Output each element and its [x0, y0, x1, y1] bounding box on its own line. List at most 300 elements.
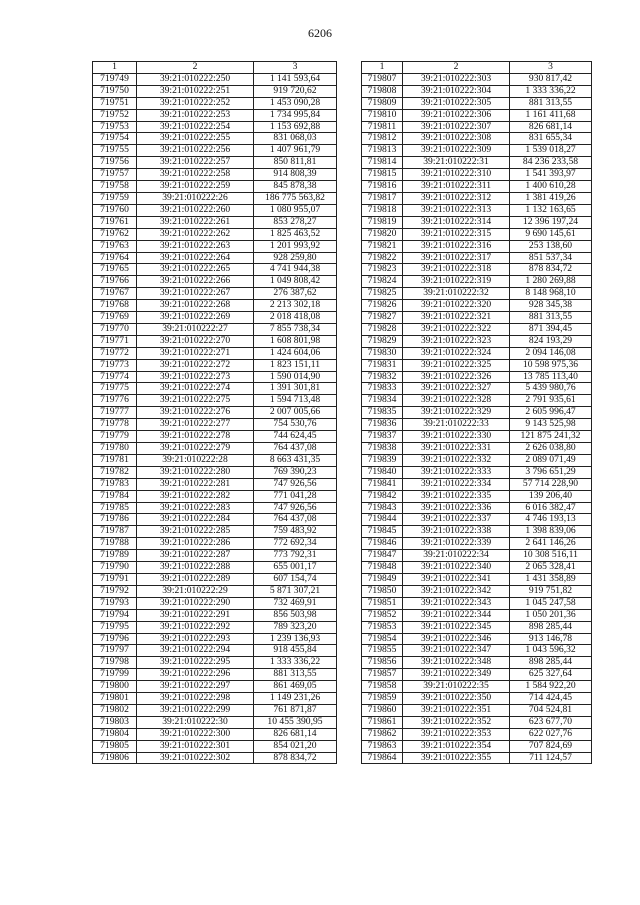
- cadastral-number-cell: 39:21:010222:345: [403, 621, 510, 633]
- cadastral-number-cell: 39:21:010222:27: [137, 323, 254, 335]
- table-row: [362, 264, 592, 276]
- table-row: [93, 454, 337, 466]
- table-row: [362, 383, 592, 395]
- table-row: [93, 585, 337, 597]
- value-cell: 824 193,29: [510, 335, 592, 347]
- row-number-cell: 719770: [93, 323, 137, 335]
- row-number-cell: 719843: [362, 502, 403, 514]
- row-number-cell: 719856: [362, 657, 403, 669]
- value-cell: 1 280 269,88: [510, 276, 592, 288]
- value-cell: 831 655,34: [510, 133, 592, 145]
- table-row: [93, 419, 337, 431]
- cadastral-number-cell: 39:21:010222:331: [403, 443, 510, 455]
- table-row: [362, 240, 592, 252]
- cadastral-number-cell: 39:21:010222:351: [403, 704, 510, 716]
- table-row: [362, 97, 592, 109]
- value-cell: 711 124,57: [510, 752, 592, 764]
- value-cell: 881 313,55: [510, 312, 592, 324]
- value-cell: 754 530,76: [254, 419, 337, 431]
- value-cell: 761 871,87: [254, 704, 337, 716]
- value-cell: 878 834,72: [254, 752, 337, 764]
- cadastral-number-cell: 39:21:010222:314: [403, 216, 510, 228]
- table-row: [93, 383, 337, 395]
- row-number-cell: 719792: [93, 585, 137, 597]
- table-row: [362, 609, 592, 621]
- row-number-cell: 719751: [93, 97, 137, 109]
- row-number-cell: 719835: [362, 407, 403, 419]
- cadastral-number-cell: 39:21:010222:319: [403, 276, 510, 288]
- cadastral-number-cell: 39:21:010222:298: [137, 693, 254, 705]
- cadastral-number-cell: 39:21:010222:295: [137, 657, 254, 669]
- value-cell: 856 503,98: [254, 609, 337, 621]
- row-number-cell: 719851: [362, 597, 403, 609]
- table-row: [362, 181, 592, 193]
- row-number-cell: 719834: [362, 395, 403, 407]
- table-row: [362, 323, 592, 335]
- cadastral-number-cell: 39:21:010222:254: [137, 121, 254, 133]
- row-number-cell: 719804: [93, 728, 137, 740]
- row-number-cell: 719853: [362, 621, 403, 633]
- cadastral-number-cell: 39:21:010222:302: [137, 752, 254, 764]
- cadastral-number-cell: 39:21:010222:251: [137, 85, 254, 97]
- value-cell: 9 143 525,98: [510, 419, 592, 431]
- row-number-cell: 719864: [362, 752, 403, 764]
- value-cell: 1 132 163,65: [510, 204, 592, 216]
- row-number-cell: 719799: [93, 669, 137, 681]
- row-number-cell: 719789: [93, 550, 137, 562]
- row-number-cell: 719761: [93, 216, 137, 228]
- value-cell: 1 823 151,11: [254, 359, 337, 371]
- table-row: [93, 109, 337, 121]
- table-row: [93, 371, 337, 383]
- value-cell: 1 407 961,79: [254, 145, 337, 157]
- cadastral-number-cell: 39:21:010222:267: [137, 288, 254, 300]
- table-row: [362, 371, 592, 383]
- row-number-cell: 719810: [362, 109, 403, 121]
- table-row: [362, 502, 592, 514]
- table-row: [362, 395, 592, 407]
- value-cell: 913 146,78: [510, 633, 592, 645]
- table-row: [362, 133, 592, 145]
- value-cell: 853 278,27: [254, 216, 337, 228]
- cadastral-number-cell: 39:21:010222:264: [137, 252, 254, 264]
- table-row: [362, 252, 592, 264]
- row-number-cell: 719774: [93, 371, 137, 383]
- value-cell: 7 855 738,34: [254, 323, 337, 335]
- row-number-cell: 719859: [362, 693, 403, 705]
- row-number-cell: 719767: [93, 288, 137, 300]
- cadastral-number-cell: 39:21:010222:344: [403, 609, 510, 621]
- cadastral-number-cell: 39:21:010222:289: [137, 573, 254, 585]
- cadastral-number-cell: 39:21:010222:280: [137, 466, 254, 478]
- row-number-cell: 719793: [93, 597, 137, 609]
- row-number-cell: 719750: [93, 85, 137, 97]
- cadastral-number-cell: 39:21:010222:250: [137, 73, 254, 85]
- value-cell: 1 391 301,81: [254, 383, 337, 395]
- cadastral-number-cell: 39:21:010222:294: [137, 645, 254, 657]
- row-number-cell: 719757: [93, 169, 137, 181]
- table-row: [362, 550, 592, 562]
- table-row: [93, 657, 337, 669]
- table-row: [93, 85, 337, 97]
- value-cell: 84 236 233,58: [510, 157, 592, 169]
- table-row: [93, 228, 337, 240]
- value-cell: 919 751,82: [510, 585, 592, 597]
- table-row: [93, 550, 337, 562]
- row-number-cell: 719759: [93, 192, 137, 204]
- cadastral-number-cell: 39:21:010222:328: [403, 395, 510, 407]
- table-row: [93, 181, 337, 193]
- cadastral-number-cell: 39:21:010222:292: [137, 621, 254, 633]
- table-row: [93, 669, 337, 681]
- cadastral-number-cell: 39:21:010222:271: [137, 347, 254, 359]
- table-row: [362, 752, 592, 764]
- value-cell: 1 825 463,52: [254, 228, 337, 240]
- row-number-cell: 719849: [362, 573, 403, 585]
- table-row: [93, 300, 337, 312]
- row-number-cell: 719855: [362, 645, 403, 657]
- row-number-cell: 719828: [362, 323, 403, 335]
- cadastral-number-cell: 39:21:010222:355: [403, 752, 510, 764]
- row-number-cell: 719845: [362, 526, 403, 538]
- table-row: [93, 609, 337, 621]
- cadastral-number-cell: 39:21:010222:338: [403, 526, 510, 538]
- row-number-cell: 719766: [93, 276, 137, 288]
- row-number-cell: 719821: [362, 240, 403, 252]
- cadastral-number-cell: 39:21:010222:309: [403, 145, 510, 157]
- value-cell: 744 624,45: [254, 431, 337, 443]
- row-number-cell: 719779: [93, 431, 137, 443]
- cadastral-number-cell: 39:21:010222:273: [137, 371, 254, 383]
- table-row: [93, 133, 337, 145]
- cadastral-number-cell: 39:21:010222:349: [403, 669, 510, 681]
- table-row: [362, 573, 592, 585]
- row-number-cell: 719797: [93, 645, 137, 657]
- cadastral-number-cell: 39:21:010222:253: [137, 109, 254, 121]
- table-row: [362, 73, 592, 85]
- cadastral-number-cell: 39:21:010222:278: [137, 431, 254, 443]
- table-row: [93, 633, 337, 645]
- value-cell: 5 871 307,21: [254, 585, 337, 597]
- value-cell: 914 808,39: [254, 169, 337, 181]
- table-row: [362, 347, 592, 359]
- table-row: [93, 466, 337, 478]
- table-row: [93, 347, 337, 359]
- row-number-cell: 719753: [93, 121, 137, 133]
- column-header: 2: [403, 62, 510, 74]
- row-number-cell: 719854: [362, 633, 403, 645]
- value-cell: 772 692,34: [254, 538, 337, 550]
- table-row: [362, 407, 592, 419]
- table-row: [93, 97, 337, 109]
- table-row: [93, 157, 337, 169]
- row-number-cell: 719823: [362, 264, 403, 276]
- column-header: 1: [362, 62, 403, 74]
- table-row: [93, 597, 337, 609]
- value-cell: 1 734 995,84: [254, 109, 337, 121]
- cadastral-number-cell: 39:21:010222:326: [403, 371, 510, 383]
- table-row: [362, 300, 592, 312]
- row-number-cell: 719755: [93, 145, 137, 157]
- value-cell: 854 021,20: [254, 740, 337, 752]
- cadastral-number-cell: 39:21:010222:352: [403, 716, 510, 728]
- row-number-cell: 719782: [93, 466, 137, 478]
- table-row: [93, 740, 337, 752]
- row-number-cell: 719826: [362, 300, 403, 312]
- cadastral-number-cell: 39:21:010222:283: [137, 502, 254, 514]
- cadastral-number-cell: 39:21:010222:297: [137, 681, 254, 693]
- value-cell: 704 524,81: [510, 704, 592, 716]
- table-row: [362, 419, 592, 431]
- row-number-cell: 719788: [93, 538, 137, 550]
- row-number-cell: 719830: [362, 347, 403, 359]
- table-row: [362, 431, 592, 443]
- cadastral-number-cell: 39:21:010222:311: [403, 181, 510, 193]
- cadastral-number-cell: 39:21:010222:316: [403, 240, 510, 252]
- value-cell: 930 817,42: [510, 73, 592, 85]
- row-number-cell: 719827: [362, 312, 403, 324]
- cadastral-number-cell: 39:21:010222:306: [403, 109, 510, 121]
- row-number-cell: 719776: [93, 395, 137, 407]
- cadastral-number-cell: 39:21:010222:334: [403, 478, 510, 490]
- row-number-cell: 719798: [93, 657, 137, 669]
- value-cell: 1 141 593,64: [254, 73, 337, 85]
- table-row: [362, 478, 592, 490]
- row-number-cell: 719785: [93, 502, 137, 514]
- table-row: [362, 335, 592, 347]
- table-row: [362, 443, 592, 455]
- table-row: [93, 276, 337, 288]
- value-cell: 771 041,28: [254, 490, 337, 502]
- cadastral-number-cell: 39:21:010222:303: [403, 73, 510, 85]
- table-header-row: [93, 62, 337, 74]
- row-number-cell: 719784: [93, 490, 137, 502]
- row-number-cell: 719758: [93, 181, 137, 193]
- value-cell: 253 138,60: [510, 240, 592, 252]
- table-row: [93, 264, 337, 276]
- value-cell: 1 153 692,88: [254, 121, 337, 133]
- row-number-cell: 719846: [362, 538, 403, 550]
- cadastral-number-cell: 39:21:010222:335: [403, 490, 510, 502]
- table-row: [362, 621, 592, 633]
- table-row: [362, 645, 592, 657]
- cadastral-number-cell: 39:21:010222:287: [137, 550, 254, 562]
- cadastral-number-cell: 39:21:010222:268: [137, 300, 254, 312]
- cadastral-number-cell: 39:21:010222:304: [403, 85, 510, 97]
- value-cell: 898 285,44: [510, 657, 592, 669]
- table-row: [362, 728, 592, 740]
- value-cell: 625 327,64: [510, 669, 592, 681]
- value-cell: 8 148 968,10: [510, 288, 592, 300]
- value-cell: 623 677,70: [510, 716, 592, 728]
- table-row: [93, 502, 337, 514]
- table-row: [362, 538, 592, 550]
- table-row: [362, 693, 592, 705]
- value-cell: 861 469,05: [254, 681, 337, 693]
- cadastral-number-cell: 39:21:010222:33: [403, 419, 510, 431]
- table-row: [93, 312, 337, 324]
- value-cell: 2 626 038,80: [510, 443, 592, 455]
- cadastral-number-cell: 39:21:010222:26: [137, 192, 254, 204]
- row-number-cell: 719803: [93, 716, 137, 728]
- cadastral-number-cell: 39:21:010222:346: [403, 633, 510, 645]
- table-row: [362, 597, 592, 609]
- cadastral-number-cell: 39:21:010222:343: [403, 597, 510, 609]
- value-cell: 747 926,56: [254, 478, 337, 490]
- row-number-cell: 719808: [362, 85, 403, 97]
- value-cell: 6 016 382,47: [510, 502, 592, 514]
- table-row: [362, 633, 592, 645]
- table-row: [362, 276, 592, 288]
- row-number-cell: 719862: [362, 728, 403, 740]
- cadastral-number-cell: 39:21:010222:260: [137, 204, 254, 216]
- cadastral-number-cell: 39:21:010222:325: [403, 359, 510, 371]
- value-cell: 2 018 418,08: [254, 312, 337, 324]
- row-number-cell: 719811: [362, 121, 403, 133]
- table-header-row: [362, 62, 592, 74]
- row-number-cell: 719814: [362, 157, 403, 169]
- value-cell: 918 455,84: [254, 645, 337, 657]
- row-number-cell: 719756: [93, 157, 137, 169]
- value-cell: 1 161 411,68: [510, 109, 592, 121]
- cadastral-number-cell: 39:21:010222:330: [403, 431, 510, 443]
- row-number-cell: 719825: [362, 288, 403, 300]
- table-row: [93, 288, 337, 300]
- cadastral-number-cell: 39:21:010222:312: [403, 192, 510, 204]
- cadastral-number-cell: 39:21:010222:35: [403, 681, 510, 693]
- cadastral-number-cell: 39:21:010222:282: [137, 490, 254, 502]
- cadastral-number-cell: 39:21:010222:274: [137, 383, 254, 395]
- row-number-cell: 719806: [93, 752, 137, 764]
- row-number-cell: 719838: [362, 443, 403, 455]
- table-row: [93, 431, 337, 443]
- row-number-cell: 719801: [93, 693, 137, 705]
- value-cell: 881 313,55: [510, 97, 592, 109]
- row-number-cell: 719844: [362, 514, 403, 526]
- value-cell: 9 690 145,61: [510, 228, 592, 240]
- row-number-cell: 719817: [362, 192, 403, 204]
- cadastral-number-cell: 39:21:010222:323: [403, 335, 510, 347]
- table-row: [362, 526, 592, 538]
- cadastral-number-cell: 39:21:010222:321: [403, 312, 510, 324]
- table-row: [93, 716, 337, 728]
- row-number-cell: 719822: [362, 252, 403, 264]
- table-row: [93, 395, 337, 407]
- row-number-cell: 719820: [362, 228, 403, 240]
- value-cell: 655 001,17: [254, 562, 337, 574]
- row-number-cell: 719842: [362, 490, 403, 502]
- cadastral-number-cell: 39:21:010222:332: [403, 454, 510, 466]
- value-cell: 878 834,72: [510, 264, 592, 276]
- table-row: [93, 252, 337, 264]
- cadastral-number-cell: 39:21:010222:259: [137, 181, 254, 193]
- value-cell: 2 605 996,47: [510, 407, 592, 419]
- table-row: [93, 514, 337, 526]
- table-row: [93, 645, 337, 657]
- row-number-cell: 719848: [362, 562, 403, 574]
- value-cell: 1 080 955,07: [254, 204, 337, 216]
- row-number-cell: 719832: [362, 371, 403, 383]
- cadastral-number-cell: 39:21:010222:340: [403, 562, 510, 574]
- cadastral-number-cell: 39:21:010222:288: [137, 562, 254, 574]
- row-number-cell: 719764: [93, 252, 137, 264]
- cadastral-number-cell: 39:21:010222:265: [137, 264, 254, 276]
- value-cell: 2 007 005,66: [254, 407, 337, 419]
- row-number-cell: 719802: [93, 704, 137, 716]
- row-number-cell: 719847: [362, 550, 403, 562]
- row-number-cell: 719787: [93, 526, 137, 538]
- table-row: [93, 240, 337, 252]
- cadastral-number-cell: 39:21:010222:285: [137, 526, 254, 538]
- value-cell: 4 746 193,13: [510, 514, 592, 526]
- value-cell: 1 584 922,20: [510, 681, 592, 693]
- value-cell: 2 094 146,08: [510, 347, 592, 359]
- cadastral-number-cell: 39:21:010222:320: [403, 300, 510, 312]
- table-row: [93, 407, 337, 419]
- table-row: [362, 312, 592, 324]
- row-number-cell: 719795: [93, 621, 137, 633]
- cadastral-number-cell: 39:21:010222:252: [137, 97, 254, 109]
- table-row: [362, 157, 592, 169]
- value-cell: 1 333 336,22: [254, 657, 337, 669]
- value-cell: 773 792,31: [254, 550, 337, 562]
- table-row: [93, 145, 337, 157]
- row-number-cell: 719754: [93, 133, 137, 145]
- value-cell: 707 824,69: [510, 740, 592, 752]
- row-number-cell: 719819: [362, 216, 403, 228]
- value-cell: 139 206,40: [510, 490, 592, 502]
- value-cell: 1 424 604,06: [254, 347, 337, 359]
- row-number-cell: 719786: [93, 514, 137, 526]
- cadastral-number-cell: 39:21:010222:31: [403, 157, 510, 169]
- table-row: [93, 443, 337, 455]
- row-number-cell: 719790: [93, 562, 137, 574]
- cadastral-number-cell: 39:21:010222:337: [403, 514, 510, 526]
- row-number-cell: 719857: [362, 669, 403, 681]
- value-cell: 1 539 018,27: [510, 145, 592, 157]
- cadastral-number-cell: 39:21:010222:348: [403, 657, 510, 669]
- value-cell: 2 213 302,18: [254, 300, 337, 312]
- value-cell: 1 608 801,98: [254, 335, 337, 347]
- row-number-cell: 719772: [93, 347, 137, 359]
- cadastral-number-cell: 39:21:010222:353: [403, 728, 510, 740]
- table-row: [362, 466, 592, 478]
- row-number-cell: 719752: [93, 109, 137, 121]
- cadastral-number-cell: 39:21:010222:34: [403, 550, 510, 562]
- table-row: [93, 73, 337, 85]
- row-number-cell: 719763: [93, 240, 137, 252]
- table-row: [362, 716, 592, 728]
- cadastral-number-cell: 39:21:010222:281: [137, 478, 254, 490]
- cadastral-number-cell: 39:21:010222:347: [403, 645, 510, 657]
- cadastral-number-cell: 39:21:010222:342: [403, 585, 510, 597]
- value-cell: 1 400 610,28: [510, 181, 592, 193]
- value-cell: 898 285,44: [510, 621, 592, 633]
- table-row: [93, 204, 337, 216]
- cadastral-number-cell: 39:21:010222:354: [403, 740, 510, 752]
- table-row: [93, 526, 337, 538]
- cadastral-number-cell: 39:21:010222:257: [137, 157, 254, 169]
- cadastral-number-cell: 39:21:010222:317: [403, 252, 510, 264]
- cadastral-number-cell: 39:21:010222:266: [137, 276, 254, 288]
- value-cell: 2 641 146,26: [510, 538, 592, 550]
- value-cell: 714 424,45: [510, 693, 592, 705]
- table-row: [93, 216, 337, 228]
- value-cell: 1 149 231,26: [254, 693, 337, 705]
- value-cell: 928 345,38: [510, 300, 592, 312]
- row-number-cell: 719812: [362, 133, 403, 145]
- cadastral-number-cell: 39:21:010222:279: [137, 443, 254, 455]
